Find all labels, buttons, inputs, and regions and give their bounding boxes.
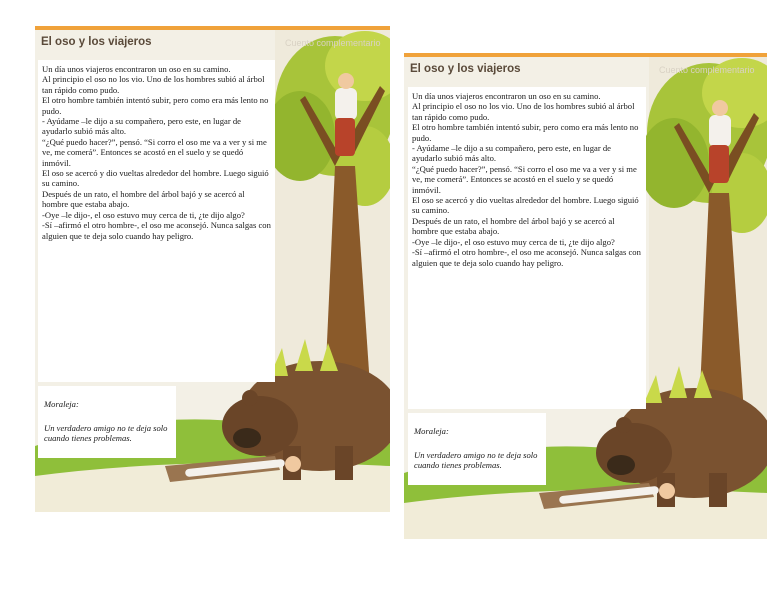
story-paragraph: El oso se acercó y dio vueltas alrededor del hombre. Luego siguió su camino.: [412, 195, 639, 216]
document-page-right: [404, 53, 767, 539]
story-paragraph: Al principio el oso no los vio. Uno de los hombres subió al árbol tan rápido como pudo.: [412, 101, 635, 122]
header-ghost-text: Cuento complementario: [659, 65, 755, 75]
story-paragraph: El otro hombre también intentó subir, pero como era más lento no pudo.: [42, 95, 269, 116]
story-paragraph: Un día unos viajeros encontraron un oso en su camino.: [42, 64, 231, 74]
story-paragraph: -Sí –afirmó el otro hombre-, el oso me aconsejó. Nunca salgas con alguien que te deja solo cuando hay peligro.: [42, 220, 271, 241]
page-title: El oso y los viajeros: [41, 36, 152, 48]
story-paragraph: El oso se acercó y dio vueltas alrededor del hombre. Luego siguió su camino.: [42, 168, 269, 189]
story-paragraph: El otro hombre también intentó subir, pero como era más lento no pudo.: [412, 122, 639, 143]
story-text-box: [408, 87, 646, 409]
accent-bar: [404, 53, 767, 57]
story-paragraph: -Oye –le dijo-, el oso estuvo muy cerca de ti, ¿te dijo algo?: [412, 236, 615, 247]
moral-label: Moraleja:: [414, 425, 449, 436]
story-text-box: [38, 60, 275, 382]
story-paragraph: Después de un rato, el hombre del árbol bajó y se acercó al hombre que estaba abajo.: [412, 215, 615, 237]
story-paragraph: Después de un rato, el hombre del árbol bajó y se acercó al hombre que estaba abajo.: [42, 188, 245, 210]
moral-box: [38, 386, 176, 458]
story-paragraph: Al principio el oso no los vio. Uno de los hombres subió al árbol tan rápido como pudo.: [42, 74, 265, 95]
moral-label: Moraleja:: [44, 398, 79, 409]
header-ghost-text: Cuento complementario: [285, 38, 381, 48]
story-paragraph: “¿Qué puedo hacer?”, pensó. “Si corro el oso me va a ver y si me ve, me comerá”. Entonces se acostó en el suelo y se quedó inmóvil.: [412, 163, 637, 195]
story-paragraph: -Sí –afirmó el otro hombre-, el oso me aconsejó. Nunca salgas con alguien que te deja solo cuando hay peligro.: [412, 247, 641, 268]
story-paragraph: - Ayúdame –le dijo a su compañero, pero este, en lugar de ayudarlo subió más alto.: [42, 116, 241, 137]
accent-bar: [35, 26, 390, 30]
story-paragraph: Un día unos viajeros encontraron un oso en su camino.: [412, 91, 601, 101]
page-title: El oso y los viajeros: [410, 63, 521, 75]
story-paragraph: - Ayúdame –le dijo a su compañero, pero este, en lugar de ayudarlo subió más alto.: [412, 143, 611, 164]
moral-text: Un verdadero amigo no te deja solo cuando tienes problemas.: [44, 423, 168, 444]
story-paragraph: “¿Qué puedo hacer?”, pensó. “Si corro el oso me va a ver y si me ve, me comerá”. Entonces se acostó en el suelo y se quedó inmóvil.: [42, 136, 267, 168]
story-paragraph: -Oye –le dijo-, el oso estuvo muy cerca de ti, ¿te dijo algo?: [42, 209, 245, 220]
moral-text: Un verdadero amigo no te deja solo cuando tienes problemas.: [414, 450, 538, 471]
moral-box: [408, 413, 546, 485]
document-page-left: [35, 26, 390, 512]
